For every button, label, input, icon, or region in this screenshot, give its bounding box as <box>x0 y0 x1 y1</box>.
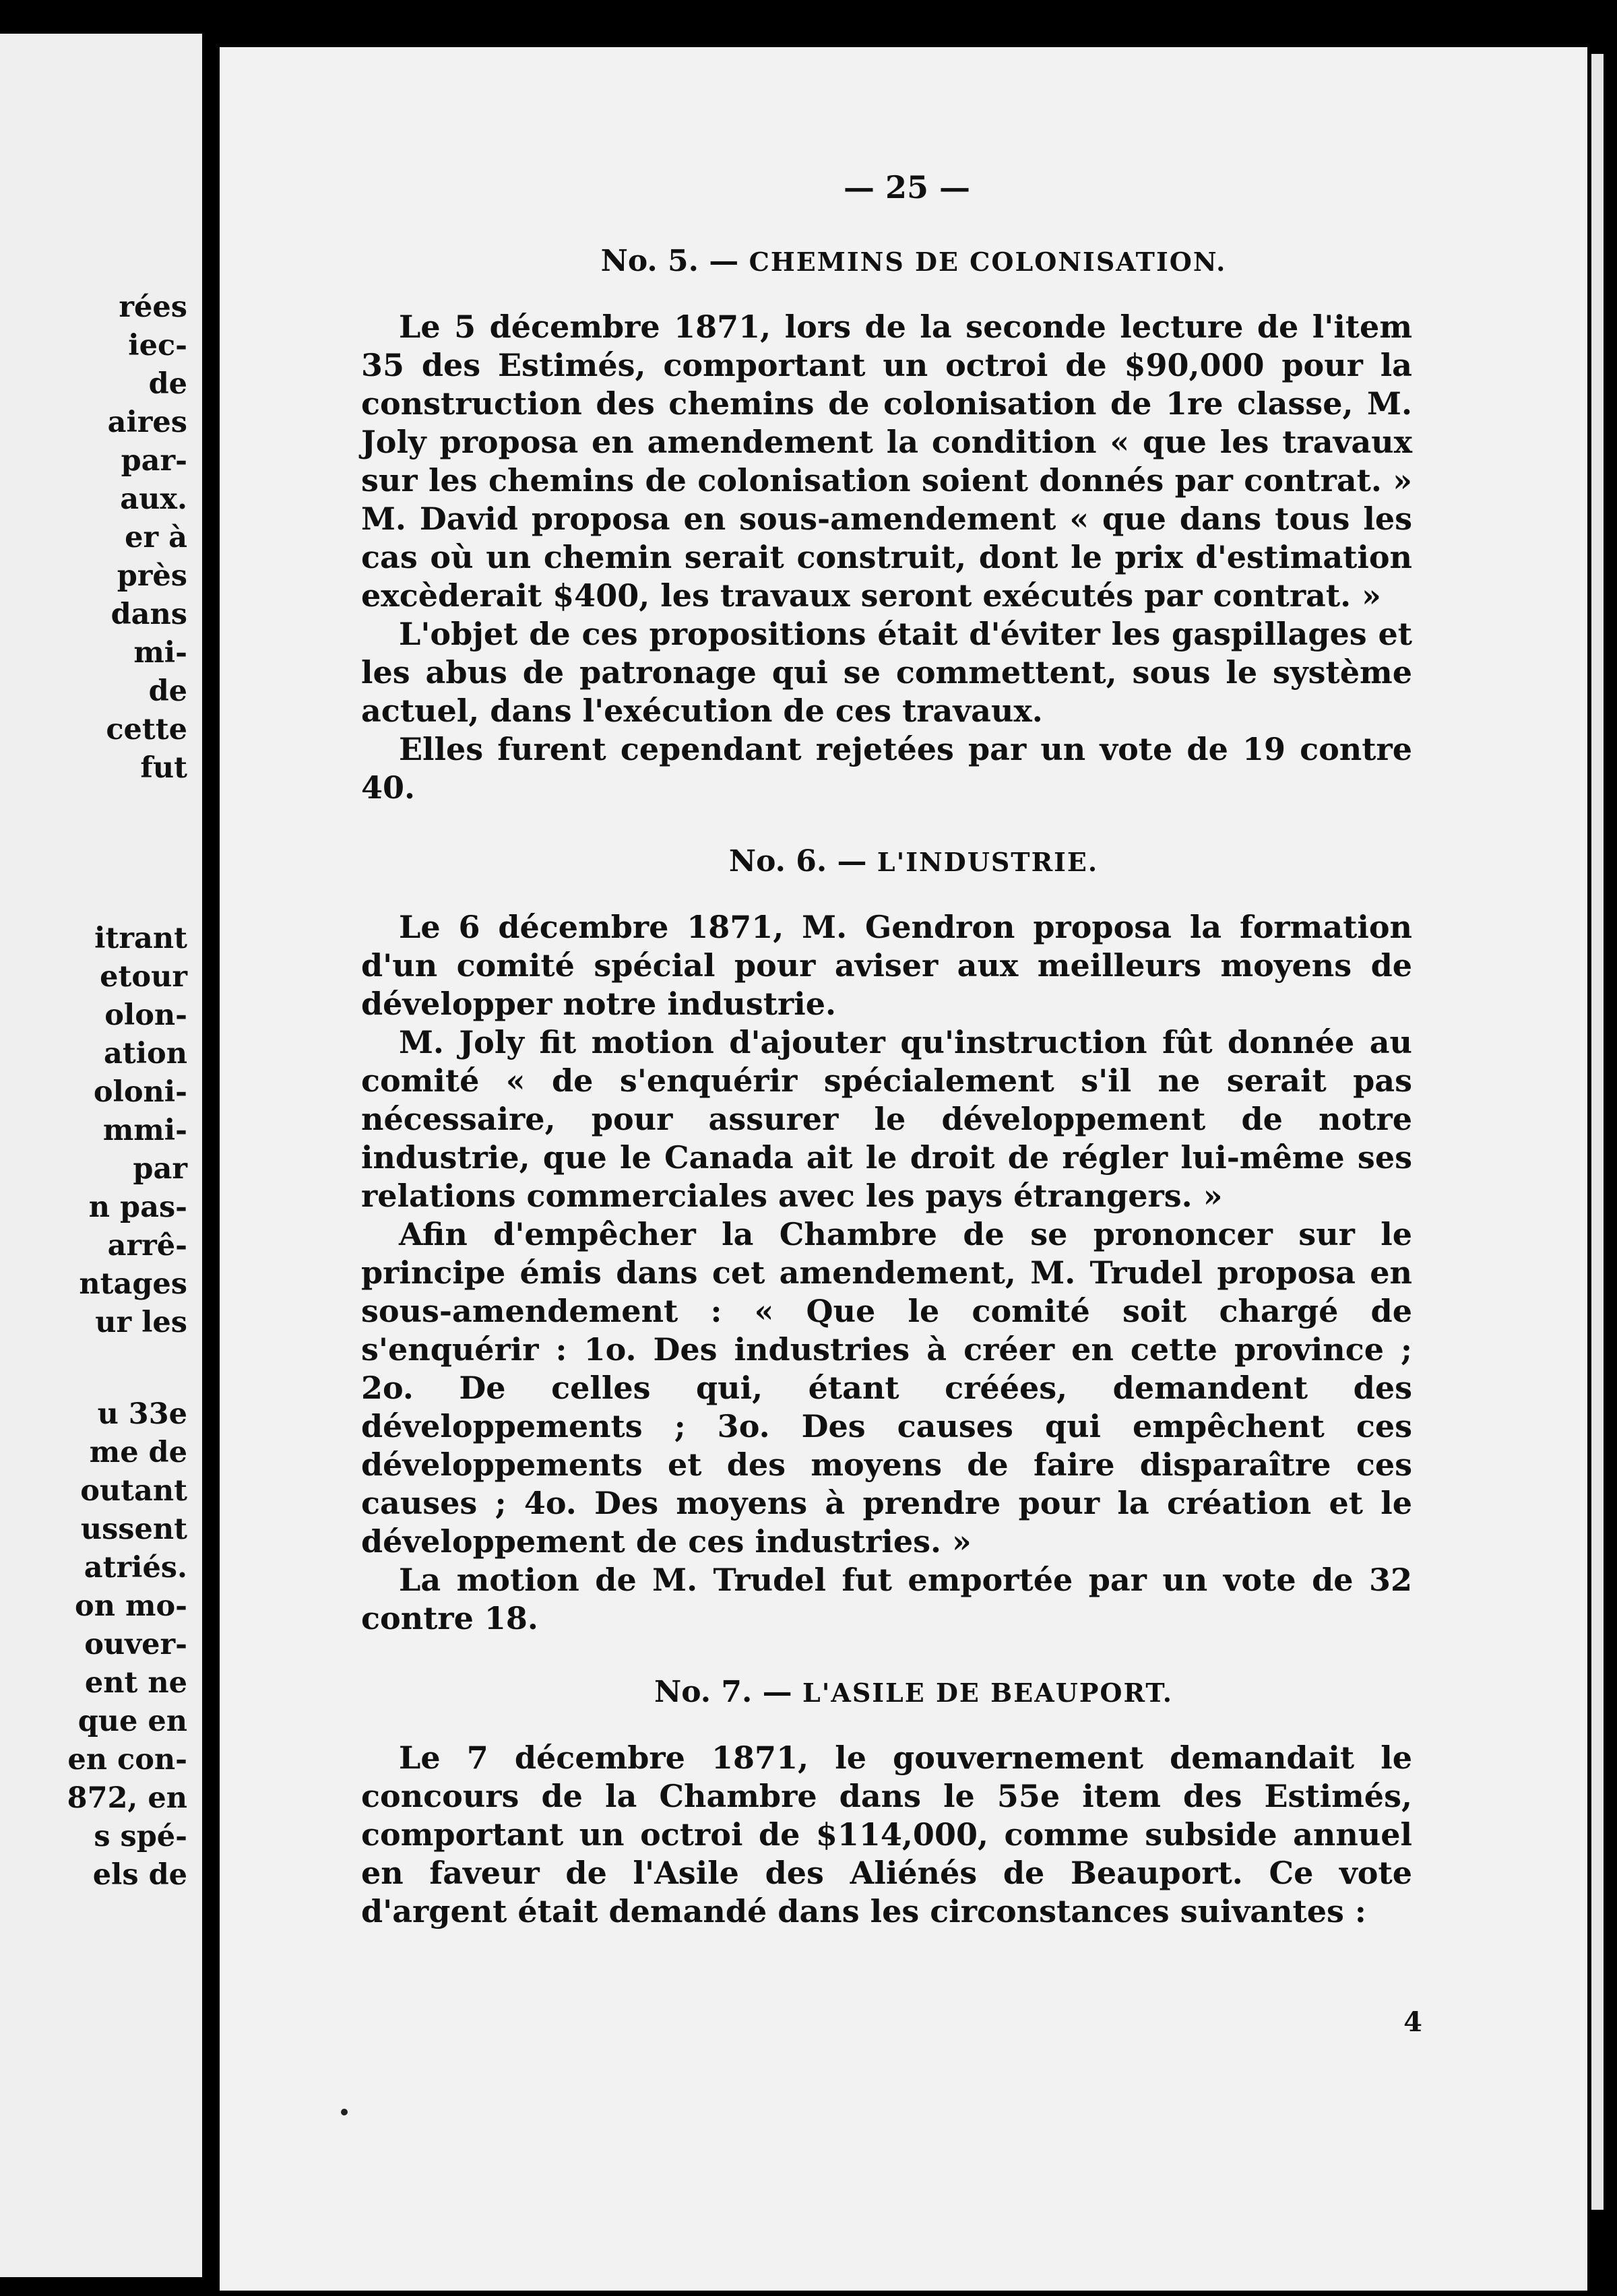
facing-page-text-fragment: près <box>117 559 187 593</box>
facing-page-text-fragment: rées <box>119 290 187 324</box>
facing-page-text-fragment: 872, en <box>67 1781 187 1815</box>
paragraph: Elles furent cependant rejetées par un vote de 19 contre 40. <box>361 731 1412 806</box>
facing-page-text-fragment: par- <box>121 444 187 478</box>
facing-page-text-fragment: s spé- <box>94 1820 187 1853</box>
paragraph: L'objet de ces propositions était d'éviter les gaspillages et les abus de patronage qui se commettent, sous le système actuel, dans l'exécution de ces travaux. <box>361 616 1412 729</box>
facing-page-text-fragment: ussent <box>80 1512 187 1546</box>
facing-page <box>0 34 202 2277</box>
facing-page-text-fragment: par <box>133 1152 187 1186</box>
section-title: CHEMINS DE COLONISATION. <box>749 247 1227 277</box>
facing-page-text-fragment: me de <box>89 1436 187 1469</box>
ink-speck <box>341 2109 348 2115</box>
signature-mark: 4 <box>1403 2006 1422 2038</box>
facing-page-text-fragment: ntages <box>79 1267 187 1301</box>
facing-page-text-fragment: on mo- <box>75 1589 187 1623</box>
paragraph: M. Joly fit motion d'ajouter qu'instruction fût donnée au comité « de s'enquérir spécialement s'il ne serait pas nécessaire, pour assurer le développement de notre industrie, que le Canada ait le droit de régler lui-même ses relations commerciales avec les pays étrangers. » <box>361 1024 1412 1214</box>
section-title: L'INDUSTRIE. <box>877 847 1099 877</box>
section-industrie <box>361 842 1412 1638</box>
facing-page-text-fragment: cette <box>106 713 187 746</box>
section-number: No. 5. — <box>600 244 739 278</box>
page-number: — 25 — <box>843 169 971 205</box>
page-edge-strip <box>1591 54 1604 2210</box>
section-number: No. 6. — <box>728 844 867 879</box>
right-binding-edge <box>1587 0 1617 2296</box>
facing-page-text-fragment: mmi- <box>102 1114 187 1147</box>
facing-page-text-fragment: de <box>148 367 187 401</box>
paragraph: Le 6 décembre 1871, M. Gendron proposa la formation d'un comité spécial pour aviser aux meilleurs moyens de développer notre industrie. <box>361 909 1412 1022</box>
page <box>220 47 1587 2291</box>
facing-page-text-fragment: arrê- <box>107 1229 187 1263</box>
facing-page-text-fragment: er à <box>125 521 187 554</box>
paragraph: Le 7 décembre 1871, le gouvernement demandait le concours de la Chambre dans le 55e item des Estimés, comportant un octroi de $114,000, comme subside annuel en faveur de l'Asile des Aliénés de Beauport. Ce vote d'argent était demandé dans les circonstances suivantes : <box>361 1740 1412 1930</box>
facing-page-text-fragment: itrant <box>94 922 187 955</box>
section-chemins-de-colonisation <box>361 242 1412 807</box>
facing-page-text-fragment: ent ne <box>84 1666 187 1700</box>
facing-page-text-fragment: ur les <box>95 1306 187 1339</box>
facing-page-text-fragment: aux. <box>120 482 187 516</box>
facing-page-text-fragment: oloni- <box>93 1075 187 1109</box>
section-heading <box>361 1673 1412 1712</box>
facing-page-text-fragment: els de <box>92 1858 187 1892</box>
facing-page-text-fragment: dans <box>110 598 187 631</box>
facing-page-text-fragment: olon- <box>104 998 187 1032</box>
paragraph: Afin d'empêcher la Chambre de se prononcer sur le principe émis dans cet amendement, M. Trudel proposa en sous-amendement : « Que le comité soit chargé de s'enquérir : 1o. Des industries à créer en cette province ; 2o. De celles qui, étant créées, demandent des développements ; 3o. Des causes qui empêchent ces développements et des moyens de faire disparaître ces causes ; 4o. Des moyens à prendre pour la création et le développement de ces industries. » <box>361 1216 1412 1560</box>
section-number: No. 7. — <box>654 1675 792 1709</box>
facing-page-text-fragment: ation <box>103 1037 187 1071</box>
facing-page-text-fragment: iec- <box>128 329 187 362</box>
facing-page-text-fragment: u 33e <box>97 1397 187 1431</box>
facing-page-text-fragment: aires <box>107 406 187 439</box>
facing-page-text-fragment: etour <box>100 960 187 994</box>
binding-gutter <box>202 0 220 2296</box>
section-heading <box>361 242 1412 281</box>
facing-page-text-fragment: ouver- <box>84 1628 187 1661</box>
facing-page-text-fragment: fut <box>140 751 187 785</box>
section-asile-de-beauport <box>361 1673 1412 1931</box>
paragraph: La motion de M. Trudel fut emportée par un vote de 32 contre 18. <box>361 1562 1412 1636</box>
paragraph: Le 5 décembre 1871, lors de la seconde lecture de l'item 35 des Estimés, comportant un octroi de $90,000 pour la construction des chemins de colonisation de 1re classe, M. Joly proposa en amendement la condition « que les travaux sur les chemins de colonisation soient donnés par contrat. » M. David proposa en sous-amendement « que dans tous les cas où un chemin serait construit, dont le prix d'estimation excèderait $400, les travaux seront exécutés par contrat. » <box>361 309 1412 614</box>
facing-page-text-fragment: n pas- <box>88 1190 187 1224</box>
facing-page-text-fragment: en con- <box>67 1743 187 1777</box>
facing-page-text-fragment: de <box>148 674 187 708</box>
section-title: L'ASILE DE BEAUPORT. <box>802 1678 1174 1708</box>
facing-page-text-fragment: mi- <box>133 636 187 670</box>
facing-page-text-fragment: outant <box>80 1474 187 1508</box>
section-heading <box>361 842 1412 881</box>
facing-page-text-fragment: atriés. <box>84 1551 187 1585</box>
page-content <box>361 168 1412 1966</box>
facing-page-text-fragment: que en <box>77 1704 187 1738</box>
